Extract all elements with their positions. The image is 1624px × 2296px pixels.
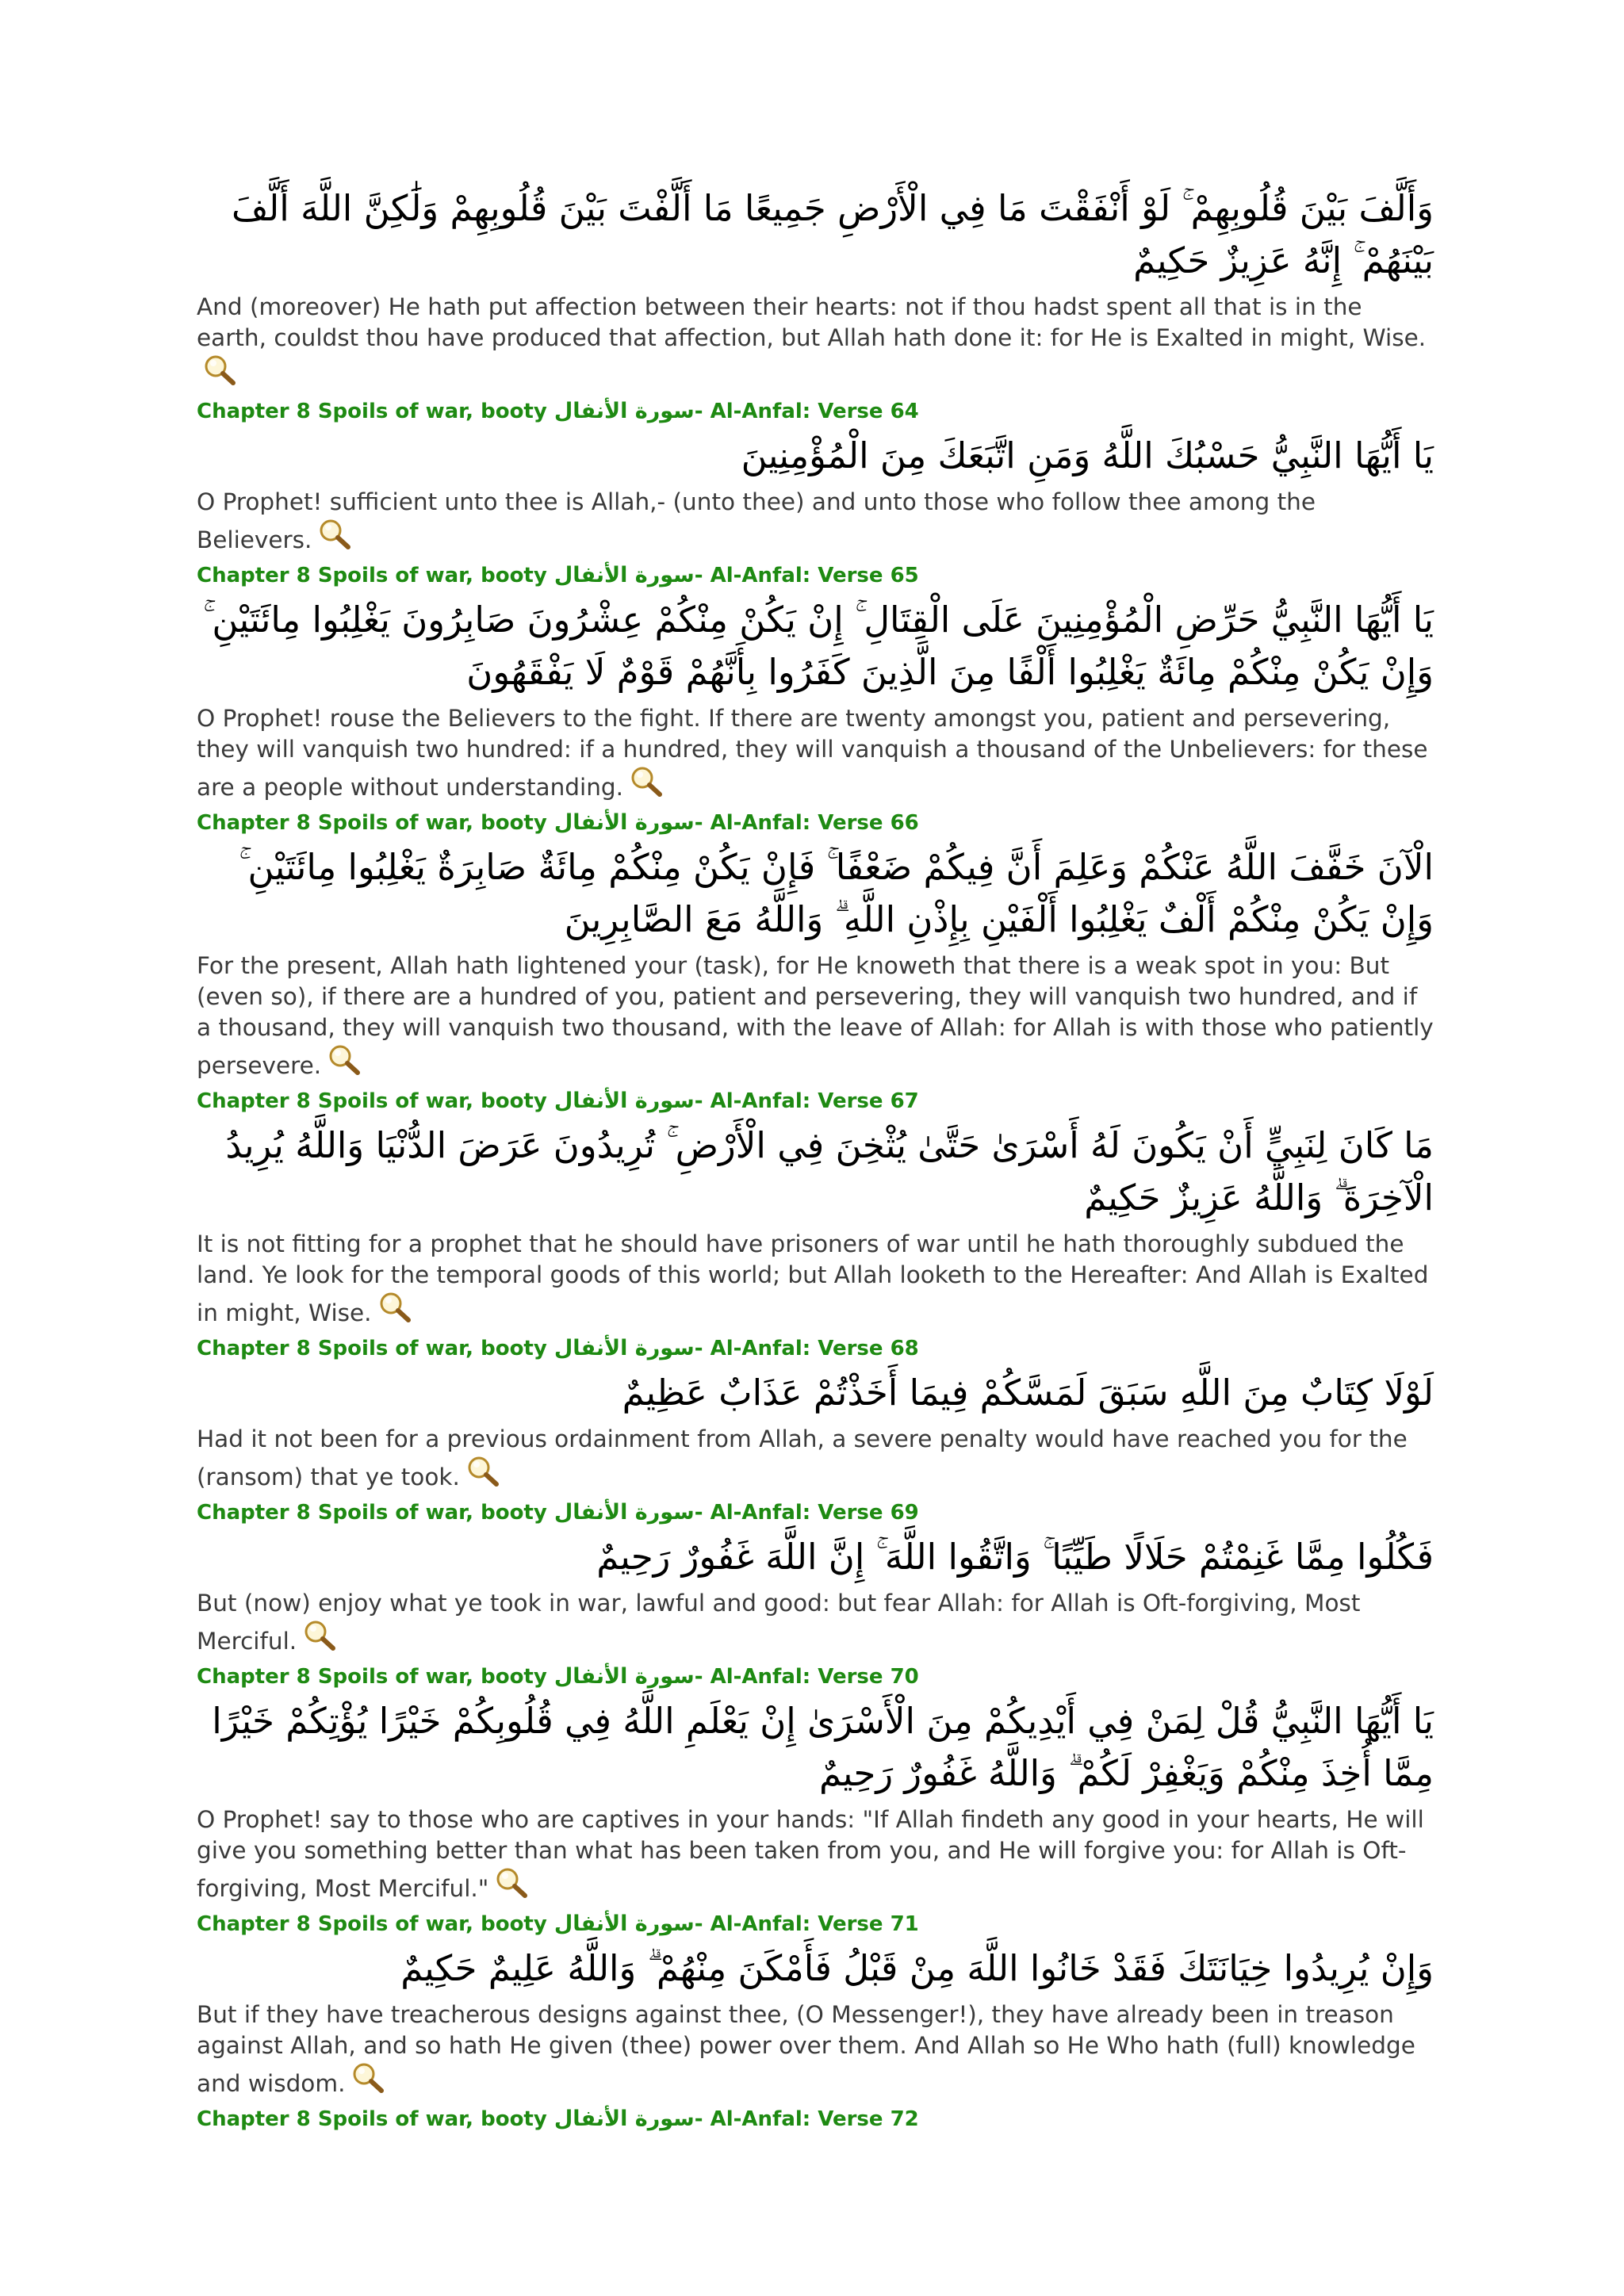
verse-block <box>197 562 1434 803</box>
verse-heading-link[interactable] <box>197 398 1434 425</box>
chapter-label: Chapter 8 Spoils of war, booty <box>197 564 547 587</box>
verse-reference: - Al-Anfal: Verse 64 <box>694 400 919 423</box>
verse-translation <box>197 292 1434 392</box>
arabic-verse-text: فَكُلُوا مِمَّا غَنِمْتُمْ حَلَالًا طَيِّبًا ۚ وَاتَّقُوا اللَّهَ ۚ إِنَّ اللَّهَ غَفُورٌ رَحِيمٌ <box>596 1536 1434 1578</box>
surah-name-arabic: سورة الأنفال <box>553 1336 695 1360</box>
verse-reference: - Al-Anfal: Verse 72 <box>694 2107 919 2131</box>
arabic-verse-text: وَأَلَّفَ بَيْنَ قُلُوبِهِمْ ۚ لَوْ أَنْفَقْتَ مَا فِي الْأَرْضِ جَمِيعًا مَا أَلَّفْتَ بَيْنَ قُلُوبِهِمْ وَلَٰكِنَّ اللَّهَ أَلَّفَ بَيْنَهُمْ ۚ إِنَّهُ عَزِيزٌ حَكِيمٌ <box>231 187 1434 281</box>
translation-text: But (now) enjoy what ye took in war, lawful and good: but fear Allah: for Allah is Oft-forgiving, Most Merciful. <box>197 1590 1361 1655</box>
verse-heading-link[interactable] <box>197 2106 1434 2133</box>
verse-reference: - Al-Anfal: Verse 71 <box>694 1912 919 1936</box>
surah-name-arabic: سورة الأنفال <box>553 2107 695 2131</box>
verse-heading-link[interactable] <box>197 562 1434 589</box>
verse-translation <box>197 1804 1434 1904</box>
translation-text: O Prophet! sufficient unto thee is Allah,- (unto thee) and unto those who follow thee among the Believers. <box>197 488 1316 553</box>
verse-heading-link[interactable] <box>197 1911 1434 1938</box>
arabic-verse-text: يَا أَيُّهَا النَّبِيُّ حَسْبُكَ اللَّهُ وَمَنِ اتَّبَعَكَ مِنَ الْمُؤْمِنِينَ <box>741 434 1434 476</box>
surah-name-arabic: سورة الأنفال <box>553 399 695 423</box>
chapter-label: Chapter 8 Spoils of war, booty <box>197 2107 547 2131</box>
verse-heading-link[interactable] <box>197 809 1434 836</box>
surah-name-arabic: سورة الأنفال <box>553 810 695 835</box>
verse-translation <box>197 1229 1434 1329</box>
verse-block <box>197 1088 1434 1329</box>
chapter-label: Chapter 8 Spoils of war, booty <box>197 1665 547 1689</box>
magnifier-icon[interactable] <box>350 2061 385 2093</box>
chapter-label: Chapter 8 Spoils of war, booty <box>197 1501 547 1525</box>
verse-translation <box>197 1999 1434 2099</box>
verse-translation <box>197 703 1434 803</box>
verse-block <box>197 1911 1434 2099</box>
verse-block <box>197 809 1434 1081</box>
verse-block <box>197 1335 1434 1493</box>
translation-text: O Prophet! say to those who are captives in your hands: "If Allah findeth any good in your hearts, He will give you something better than what has been taken from you, and He will forgive you: for Allah is Oft-forgiving, Most Merciful." <box>197 1806 1424 1902</box>
translation-text: And (moreover) He hath put affection between their hearts: not if thou hadst spent all that is in the earth, couldst thou have produced that affection, but Allah hath done it: for He is Exalted in might, Wise. <box>197 293 1427 351</box>
verse-translation <box>197 1424 1434 1493</box>
translation-text: O Prophet! rouse the Believers to the fight. If there are twenty amongst you, patient and persevering, they will vanquish two hundred: if a hundred, they will vanquish a thousand of the Unbelievers: for these are a people without understanding. <box>197 705 1428 801</box>
magnifier-icon[interactable] <box>201 354 236 385</box>
translation-text: For the present, Allah hath lightened your (task), for He knoweth that there is a weak spot in you: But (even so), if there are a hundred of you, patient and persevering, they will vanquish two hundred, and if a thousand, they will vanquish two thousand, with the leave of Allah: for Allah is with those who patiently persevere. <box>197 952 1434 1079</box>
magnifier-icon[interactable] <box>301 1619 336 1651</box>
magnifier-icon[interactable] <box>316 518 351 549</box>
translation-text: Had it not been for a previous ordainment from Allah, a severe penalty would have reached you for the (ransom) that ye took. <box>197 1425 1408 1490</box>
verse-translation <box>197 1588 1434 1657</box>
verse-translation <box>197 951 1434 1081</box>
verse-translation <box>197 487 1434 556</box>
arabic-verse-text: الْآنَ خَفَّفَ اللَّهُ عَنْكُمْ وَعَلِمَ أَنَّ فِيكُمْ ضَعْفًا ۚ فَإِنْ يَكُنْ مِنْكُمْ مِائَةٌ صَابِرَةٌ يَغْلِبُوا مِائَتَيْنِ ۚ وَإِنْ يَكُنْ مِنْكُمْ أَلْفٌ يَغْلِبُوا أَلْفَيْنِ بِإِذْنِ اللَّهِ ۗ وَاللَّهُ مَعَ الصَّابِرِينَ <box>239 846 1434 940</box>
verse-reference: - Al-Anfal: Verse 65 <box>694 564 919 587</box>
arabic-verse-text: لَوْلَا كِتَابٌ مِنَ اللَّهِ سَبَقَ لَمَسَّكُمْ فِيمَا أَخَذْتُمْ عَذَابٌ عَظِيمٌ <box>622 1372 1434 1414</box>
chapter-label: Chapter 8 Spoils of war, booty <box>197 400 547 423</box>
magnifier-icon[interactable] <box>465 1455 500 1487</box>
verse-reference: - Al-Anfal: Verse 69 <box>694 1501 919 1525</box>
translation-text: It is not fitting for a prophet that he should have prisoners of war until he hath thoroughly subdued the land. Ye look for the temporal goods of this world; but Allah looketh to the Hereafter: And Allah is Exalted in might, Wise. <box>197 1230 1429 1326</box>
verse-block <box>197 398 1434 556</box>
verse-heading-link[interactable] <box>197 1663 1434 1690</box>
arabic-verse-text: وَإِنْ يُرِيدُوا خِيَانَتَكَ فَقَدْ خَانُوا اللَّهَ مِنْ قَبْلُ فَأَمْكَنَ مِنْهُمْ ۗ وَاللَّهُ عَلِيمٌ حَكِيمٌ <box>400 1947 1434 1989</box>
magnifier-icon[interactable] <box>377 1291 412 1322</box>
translation-text: But if they have treacherous designs against thee, (O Messenger!), they have already been in treason against Allah, and so hath He given (thee) power over them. And Allah so He Who hath (full) knowledge and wisdom. <box>197 2001 1415 2097</box>
arabic-verse-text: يَا أَيُّهَا النَّبِيُّ قُلْ لِمَنْ فِي أَيْدِيكُمْ مِنَ الْأَسْرَىٰ إِنْ يَعْلَمِ اللَّهُ فِي قُلُوبِكُمْ خَيْرًا يُؤْتِكُمْ خَيْرًا مِمَّا أُخِذَ مِنْكُمْ وَيَغْفِرْ لَكُمْ ۗ وَاللَّهُ غَفُورٌ رَحِيمٌ <box>212 1700 1434 1794</box>
verse-heading-link[interactable] <box>197 1499 1434 1526</box>
chapter-label: Chapter 8 Spoils of war, booty <box>197 1089 547 1113</box>
surah-name-arabic: سورة الأنفال <box>553 1500 695 1525</box>
magnifier-icon[interactable] <box>493 1866 528 1898</box>
verse-heading-link[interactable] <box>197 1088 1434 1115</box>
surah-name-arabic: سورة الأنفال <box>553 1911 695 1936</box>
surah-name-arabic: سورة الأنفال <box>553 1089 695 1113</box>
verse-reference: - Al-Anfal: Verse 67 <box>694 1089 919 1113</box>
magnifier-icon[interactable] <box>326 1043 361 1075</box>
magnifier-icon[interactable] <box>628 765 663 797</box>
chapter-label: Chapter 8 Spoils of war, booty <box>197 1912 547 1936</box>
arabic-verse-text: يَا أَيُّهَا النَّبِيُّ حَرِّضِ الْمُؤْمِنِينَ عَلَى الْقِتَالِ ۚ إِنْ يَكُنْ مِنْكُمْ عِشْرُونَ صَابِرُونَ يَغْلِبُوا مِائَتَيْنِ ۚ وَإِنْ يَكُنْ مِنْكُمْ مِائَةٌ يَغْلِبُوا أَلْفًا مِنَ الَّذِينَ كَفَرُوا بِأَنَّهُمْ قَوْمٌ لَا يَفْقَهُونَ <box>203 599 1434 693</box>
verse-reference: - Al-Anfal: Verse 66 <box>694 811 919 835</box>
verse-reference: - Al-Anfal: Verse 68 <box>694 1337 919 1360</box>
surah-name-arabic: سورة الأنفال <box>553 563 695 587</box>
verse-block <box>197 1663 1434 1904</box>
chapter-label: Chapter 8 Spoils of war, booty <box>197 1337 547 1360</box>
arabic-verse-text: مَا كَانَ لِنَبِيٍّ أَنْ يَكُونَ لَهُ أَسْرَىٰ حَتَّىٰ يُثْخِنَ فِي الْأَرْضِ ۚ تُرِيدُونَ عَرَضَ الدُّنْيَا وَاللَّهُ يُرِيدُ الْآخِرَةَ ۗ وَاللَّهُ عَزِيزٌ حَكِيمٌ <box>225 1124 1434 1219</box>
chapter-label: Chapter 8 Spoils of war, booty <box>197 811 547 835</box>
surah-name-arabic: سورة الأنفال <box>553 1664 695 1689</box>
verse-document <box>197 182 1434 2137</box>
verse-block <box>197 1499 1434 1657</box>
verse-reference: - Al-Anfal: Verse 70 <box>694 1665 919 1689</box>
verse-heading-link[interactable] <box>197 1335 1434 1362</box>
verse-block <box>197 182 1434 392</box>
